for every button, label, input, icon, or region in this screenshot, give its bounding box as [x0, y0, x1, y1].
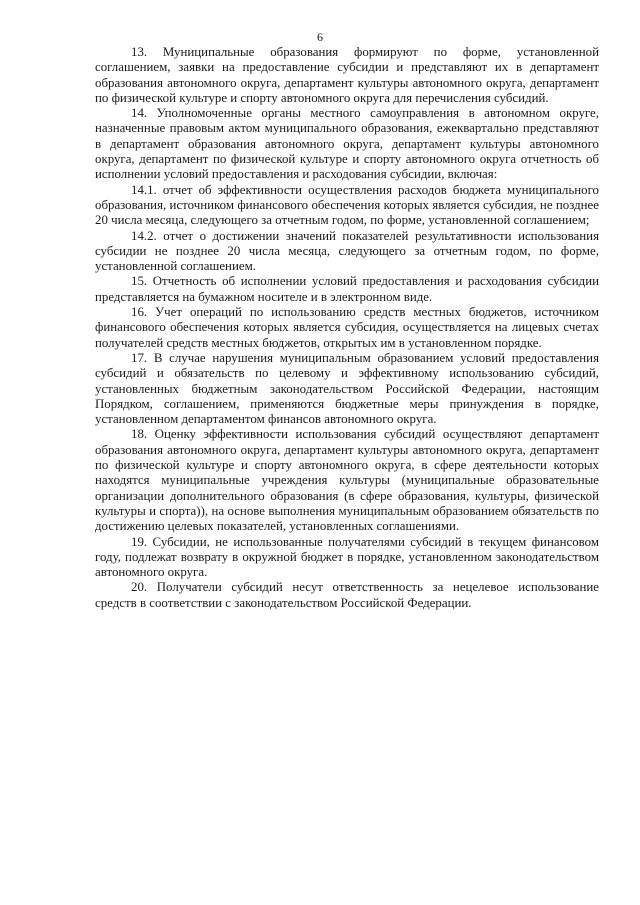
paragraph-20: 20. Получатели субсидий несут ответственность за нецелевое использование средств в соответствии с законодательством Российской Федерации. [95, 580, 599, 610]
paragraph-14-1: 14.1. отчет об эффективности осуществления расходов бюджета муниципального образования, источником финансового обеспечения которых является субсидия, не позднее 20 числа месяца, следующего за отчетным годом, по форме, установленной соглашением; [95, 182, 599, 228]
paragraph-14-2: 14.2. отчет о достижении значений показателей результативности использования субсидии не позднее 20 числа месяца, следующего за отчетным годом, по форме, установленной соглашением. [95, 228, 599, 274]
page-number: 6 [317, 30, 323, 44]
paragraph-18: 18. Оценку эффективности использования субсидий осуществляют департамент образования автономного округа, департамент культуры автономного округа, департамент по физической культуре и спорту автономного округа, в сфере деятельности которых находятся муниципальные учреждения культуры (муниципальные образовательные организации дополнительного образования (в сфере образования, культуры, физической культуры и спорта)), на основе выполнения муниципальным образованием обязательств по достижению целевых показателей, установленных соглашениями. [95, 427, 599, 534]
paragraph-19: 19. Субсидии, не использованные получателями субсидий в текущем финансовом году, подлежат возврату в окружной бюджет в порядке, установленном законодательством автономного округа. [95, 534, 599, 580]
paragraph-13: 13. Муниципальные образования формируют по форме, установленной соглашением, заявки на предоставление субсидии и представляют их в департамент образования автономного округа, департамент культуры автономного округа, департамент по физической культуре и спорту автономного округа для перечисления субсидий. [95, 45, 599, 105]
paragraph-14: 14. Уполномоченные органы местного самоуправления в автономном округе, назначенные правовым актом муниципального образования, ежеквартально представляют в департамент образования автономного округа, департамент культуры автономного округа, департамент по физической культуре и спорту автономного округа отчетность об исполнении условий предоставления и расходования субсидии, включая: [95, 106, 599, 182]
paragraph-16: 16. Учет операций по использованию средств местных бюджетов, источником финансового обеспечения которых является субсидия, осуществляется на лицевых счетах получателей средств местных бюджетов, открытых им в установленном порядке. [95, 305, 599, 350]
document-body [95, 45, 599, 611]
paragraph-17: 17. В случае нарушения муниципальным образованием условий предоставления субсидий и обязательств по целевому и эффективному использованию субсидий, установленных бюджетным законодательством Российской Федерации, настоящим Порядком, соглашением, применяются бюджетные меры принуждения в порядке, установленном департаментом финансов автономного округа. [95, 350, 599, 427]
paragraph-15: 15. Отчетность об исполнении условий предоставления и расходования субсидии представляется на бумажном носителе и в электронном виде. [95, 274, 599, 304]
